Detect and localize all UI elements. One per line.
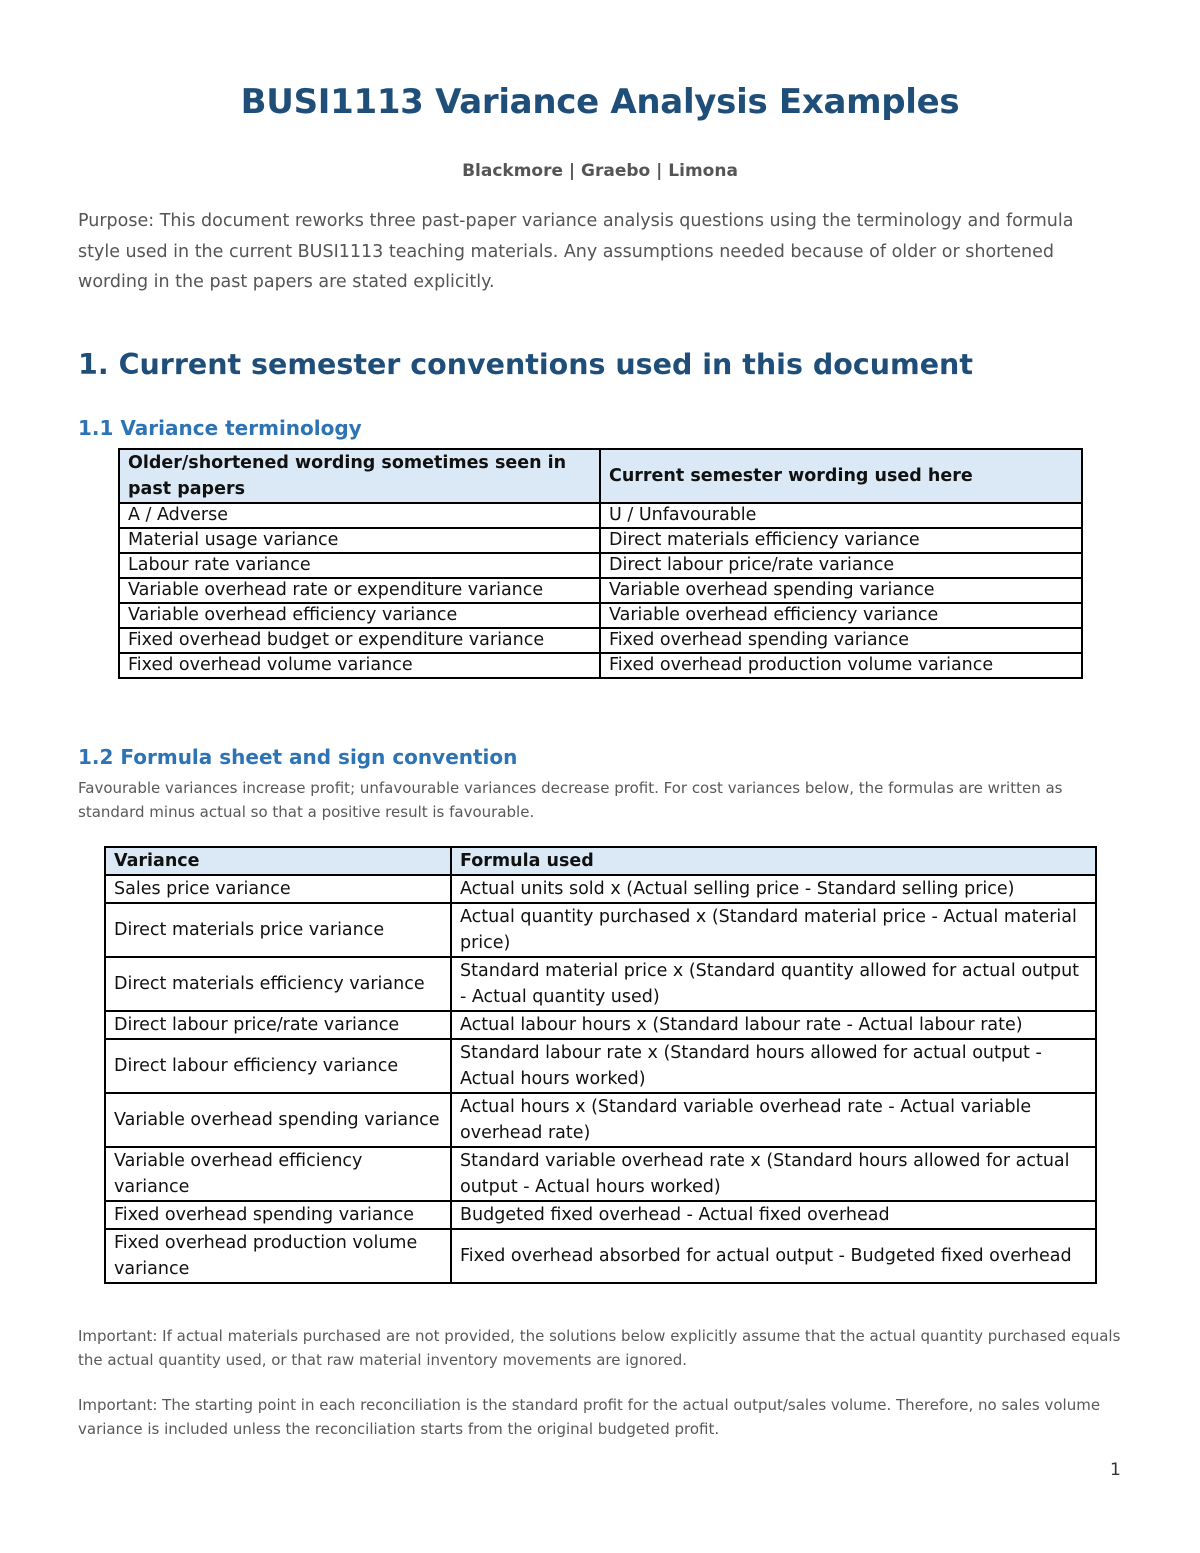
table-cell: Variable overhead spending variance (600, 578, 1082, 603)
table-row (119, 603, 1082, 628)
table-cell: Fixed overhead volume variance (119, 653, 600, 678)
table-row (119, 578, 1082, 603)
table-cell: Labour rate variance (119, 553, 600, 578)
table-row (119, 528, 1082, 553)
important-note: Important: If actual materials purchased are not provided, the solutions below explicitly assume that the actual quantity purchased equals the actual quantity used, or that raw material inventory movements are ignored. (78, 1327, 1121, 1369)
column-header: Older/shortened wording sometimes seen in past papers (119, 449, 600, 503)
table-cell: Variable overhead efficiency variance (105, 1147, 451, 1201)
table-cell: Actual units sold x (Actual selling price - Standard selling price) (451, 875, 1096, 903)
table-cell: Variable overhead efficiency variance (600, 603, 1082, 628)
purpose-paragraph: Purpose: This document reworks three past-paper variance analysis questions using the terminology and formula style used in the current BUSI1113 teaching materials. Any assumptions needed because of older or shortened wording in the past papers are stated explicitly. (78, 211, 1074, 292)
page-number: 1 (1110, 1460, 1121, 1480)
table-cell: Fixed overhead budget or expenditure variance (119, 628, 600, 653)
table-cell: Variable overhead rate or expenditure variance (119, 578, 600, 603)
table-cell: Standard variable overhead rate x (Standard hours allowed for actual output - Actual hours worked) (451, 1147, 1096, 1201)
table-cell: Variable overhead spending variance (105, 1093, 451, 1147)
table-cell: Actual quantity purchased x (Standard material price - Actual material price) (451, 903, 1096, 957)
table-cell: Direct labour efficiency variance (105, 1039, 451, 1093)
table-cell: A / Adverse (119, 503, 600, 528)
section-1-1-heading: 1.1 Variance terminology (78, 416, 362, 440)
section-1-2-heading: 1.2 Formula sheet and sign convention (78, 745, 518, 769)
table-cell: Material usage variance (119, 528, 600, 553)
table-row (105, 1093, 1096, 1147)
sign-convention-paragraph: Favourable variances increase profit; unfavourable variances decrease profit. For cost variances below, the formulas are written as standard minus actual so that a positive result is favourable. (78, 779, 1063, 821)
table-row (119, 628, 1082, 653)
document-title: BUSI1113 Variance Analysis Examples (240, 82, 960, 122)
table-row (105, 1229, 1096, 1283)
table-row (105, 1011, 1096, 1039)
authors-line: Blackmore | Graebo | Limona (462, 161, 738, 181)
table-cell: Sales price variance (105, 875, 451, 903)
table-cell: Direct labour price/rate variance (105, 1011, 451, 1039)
terminology-table (118, 448, 1083, 679)
important-note: Important: The starting point in each reconciliation is the standard profit for the actual output/sales volume. Therefore, no sales volume variance is included unless the reconciliation starts from the original budgeted profit. (78, 1396, 1101, 1438)
table-row (105, 903, 1096, 957)
table-row (105, 1147, 1096, 1201)
column-header: Formula used (451, 847, 1096, 875)
table-cell: Direct labour price/rate variance (600, 553, 1082, 578)
column-header: Variance (105, 847, 451, 875)
table-cell: Fixed overhead absorbed for actual output - Budgeted fixed overhead (451, 1229, 1096, 1283)
table-cell: Fixed overhead spending variance (600, 628, 1082, 653)
table-cell: Direct materials price variance (105, 903, 451, 957)
table-cell: Fixed overhead spending variance (105, 1201, 451, 1229)
table-cell: Direct materials efficiency variance (105, 957, 451, 1011)
table-row (119, 503, 1082, 528)
table-row (105, 875, 1096, 903)
column-header: Current semester wording used here (600, 449, 1082, 503)
table-cell: Standard labour rate x (Standard hours allowed for actual output - Actual hours worked) (451, 1039, 1096, 1093)
table-header-row (105, 847, 1096, 875)
table-cell: Variable overhead efficiency variance (119, 603, 600, 628)
table-cell: Fixed overhead production volume variance (600, 653, 1082, 678)
formula-table (104, 846, 1097, 1284)
table-cell: Budgeted fixed overhead - Actual fixed overhead (451, 1201, 1096, 1229)
table-row (105, 1201, 1096, 1229)
table-header-row (119, 449, 1082, 503)
table-cell: Fixed overhead production volume variance (105, 1229, 451, 1283)
section-1-heading: 1. Current semester conventions used in this document (78, 348, 973, 381)
table-cell: Direct materials efficiency variance (600, 528, 1082, 553)
table-cell: Standard material price x (Standard quantity allowed for actual output - Actual quantity used) (451, 957, 1096, 1011)
table-cell: Actual hours x (Standard variable overhead rate - Actual variable overhead rate) (451, 1093, 1096, 1147)
table-cell: U / Unfavourable (600, 503, 1082, 528)
table-row (105, 1039, 1096, 1093)
table-cell: Actual labour hours x (Standard labour rate - Actual labour rate) (451, 1011, 1096, 1039)
table-row (119, 653, 1082, 678)
table-row (105, 957, 1096, 1011)
table-row (119, 553, 1082, 578)
